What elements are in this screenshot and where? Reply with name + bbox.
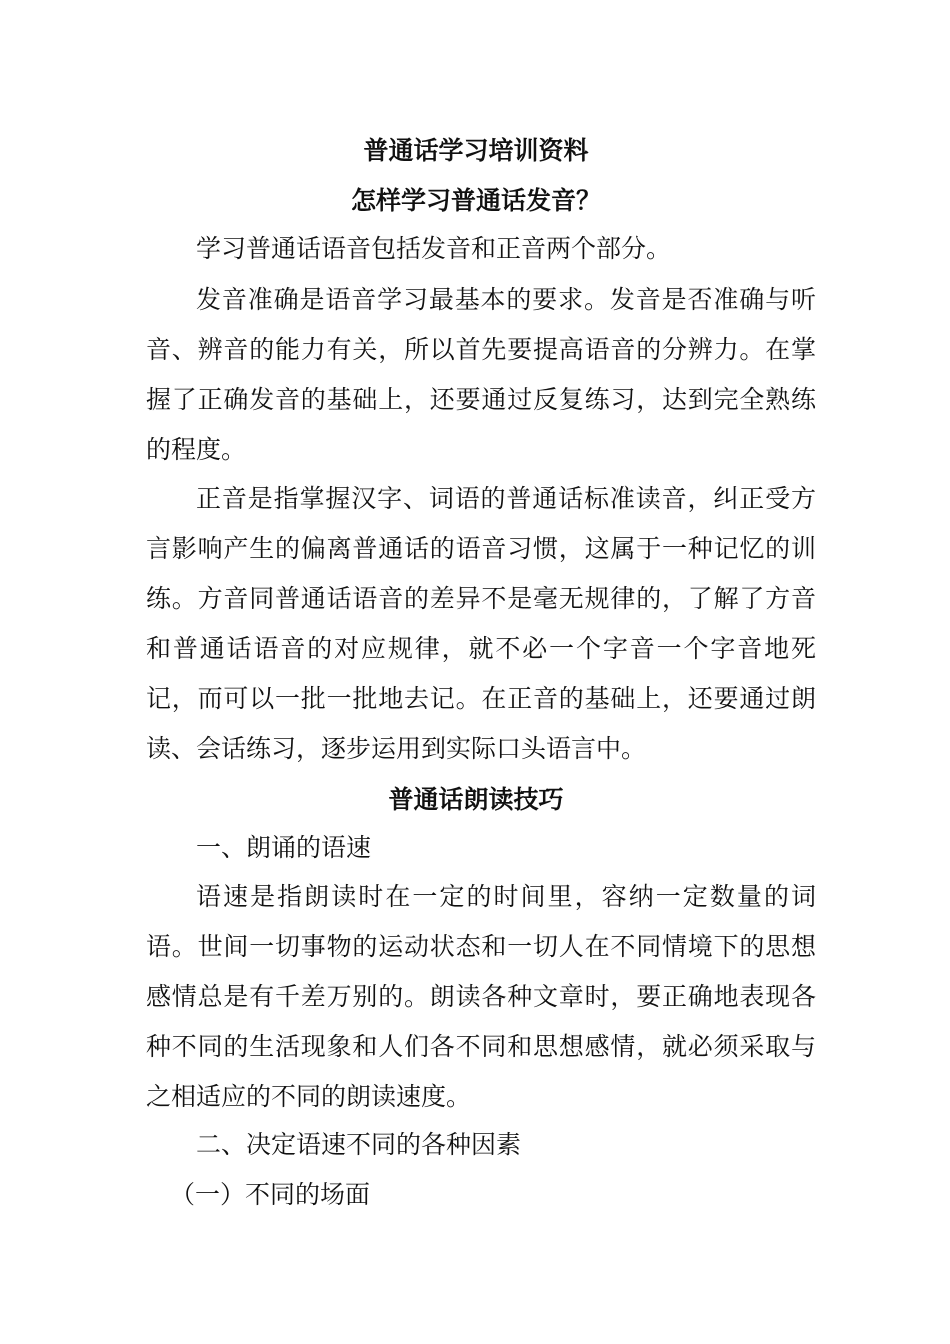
- document-title: 普通话学习培训资料: [363, 136, 589, 165]
- paragraph-reading-speed: 语速是指朗读时在一定的时间里，容纳一定数量的词语。世间一切事物的运动状态和一切人在不同情境下的思想感情总是有千差万别的。朗读各种文章时，要正确地表现各种不同的生活现象和人们各不同和思想感情，就必须采取与之相适应的不同的朗读速度。: [146, 882, 816, 1111]
- heading-reading-speed: 一、朗诵的语速: [196, 833, 372, 862]
- section-title-pronunciation: 怎样学习普通话发音？: [350, 186, 601, 215]
- paragraph-correction: 正音是指掌握汉字、词语的普通话标准读音，纠正受方言影响产生的偏离普通话的语音习惯，这属于一种记忆的训练。方音同普通话语音的差异不是毫无规律的，了解了方音和普通话语音的对应规律，就不必一个字音一个字音地死记，而可以一批一批地去记。在正音的基础上，还要通过朗读、会话练习，逐步运用到实际口头语言中。: [146, 484, 816, 763]
- heading-speed-factors: 二、决定语速不同的各种因素: [196, 1130, 522, 1159]
- paragraph-intro: 学习普通话语音包括发音和正音两个部分。: [196, 234, 672, 263]
- section-title-reading-skills: 普通话朗读技巧: [388, 785, 564, 814]
- heading-different-scenes: （一）不同的场面: [170, 1180, 371, 1209]
- paragraph-pronunciation: 发音准确是语音学习最基本的要求。发音是否准确与听音、辨音的能力有关，所以首先要提高语音的分辨力。在掌握了正确发音的基础上，还要通过反复练习，达到完全熟练的程度。: [146, 285, 816, 464]
